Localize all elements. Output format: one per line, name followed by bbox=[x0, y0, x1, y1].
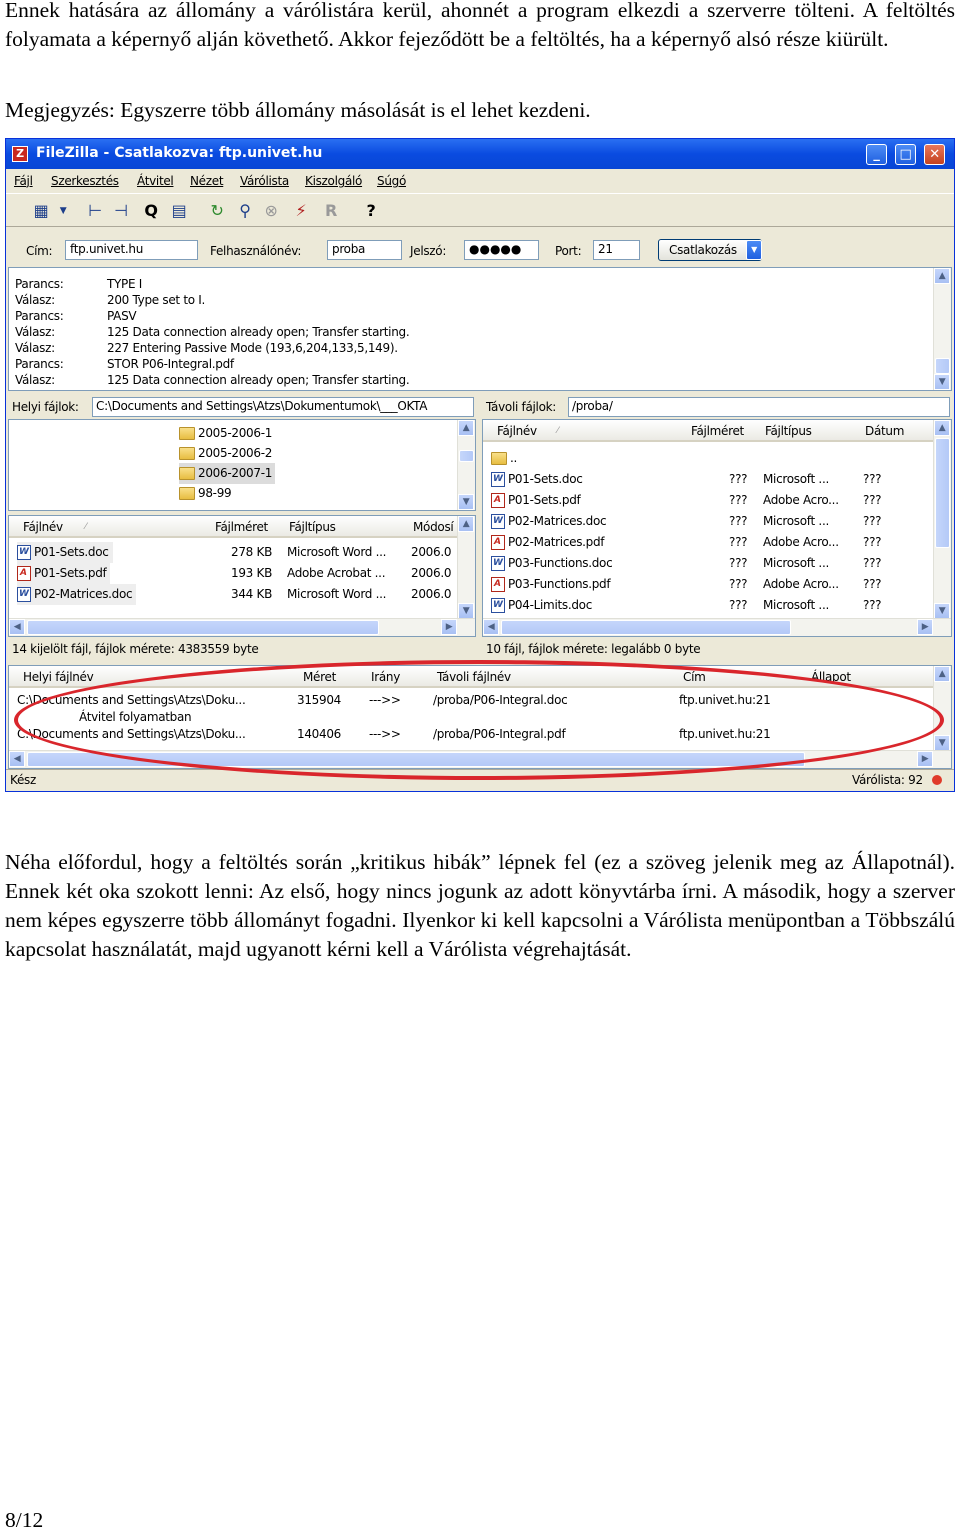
menu-server[interactable]: Kiszolgáló bbox=[305, 174, 363, 188]
menu-edit[interactable]: Szerkesztés bbox=[51, 174, 119, 188]
toggle-log-icon[interactable]: ▤ bbox=[171, 201, 187, 220]
search-icon[interactable]: ⚲ bbox=[239, 201, 251, 220]
scroll-down-icon[interactable]: ▼ bbox=[934, 374, 950, 390]
column-header[interactable]: Fájlméret bbox=[215, 520, 268, 534]
connect-button[interactable]: Csatlakozás bbox=[658, 239, 762, 261]
queue-hscrollbar[interactable] bbox=[9, 750, 951, 768]
column-header[interactable]: Fájlnév bbox=[23, 520, 63, 534]
table-row[interactable]: AP03-Functions.pdf ??? Adobe Acro... ??? bbox=[483, 574, 951, 595]
scroll-up-icon[interactable]: ▲ bbox=[934, 666, 950, 682]
queue-count: Várólista: 92 bbox=[852, 773, 923, 787]
column-header[interactable]: Állapot bbox=[811, 670, 851, 684]
word-document-icon bbox=[491, 472, 505, 487]
toolbar bbox=[6, 193, 954, 227]
dropdown-arrow-icon[interactable]: ▼ bbox=[59, 206, 67, 216]
log-panel: Parancs: TYPE I Válasz: 200 Type set to I. Parancs: PASV Válasz: 125 Data connection already open; Transfer starting. Válasz: 227 Entering Passive Mode (193,6,204,133,5,149). Parancs: STOR P06-Integral.pdf Válasz: 125 Data connection already open; Transfer starting. ▲ ▼ bbox=[8, 267, 952, 391]
table-row[interactable]: AP02-Matrices.pdf ??? Adobe Acro... ??? bbox=[483, 532, 951, 553]
connect-dropdown-icon[interactable]: ▼ bbox=[746, 240, 762, 260]
word-document-icon bbox=[17, 587, 31, 602]
close-button[interactable]: ✕ bbox=[924, 144, 945, 165]
folder-icon bbox=[179, 487, 195, 500]
scroll-thumb[interactable] bbox=[935, 358, 950, 374]
table-row[interactable]: WP04-Limits.doc ??? Microsoft ... ??? bbox=[483, 595, 951, 616]
local-path-input[interactable]: C:\Documents and Settings\Atzs\Dokumentumok\___OKTA bbox=[92, 397, 474, 417]
queue-scrollbar[interactable] bbox=[933, 666, 951, 751]
scroll-down-icon[interactable]: ▼ bbox=[934, 735, 950, 751]
scroll-thumb[interactable] bbox=[27, 620, 379, 635]
menu-transfer[interactable]: Átvitel bbox=[137, 174, 174, 188]
scroll-up-icon[interactable]: ▲ bbox=[458, 420, 474, 436]
remote-list-hscrollbar[interactable] bbox=[483, 618, 951, 636]
pdf-document-icon bbox=[491, 577, 505, 592]
scroll-down-icon[interactable]: ▼ bbox=[458, 603, 474, 619]
queue-panel bbox=[8, 665, 952, 769]
remote-file-header bbox=[483, 420, 951, 442]
menu-help[interactable]: Súgó bbox=[377, 174, 406, 188]
username-input[interactable]: proba bbox=[327, 240, 402, 260]
tree-item[interactable]: 2006-2007-1 bbox=[179, 463, 476, 484]
scroll-thumb[interactable] bbox=[935, 438, 950, 548]
toggle-queue-icon[interactable]: Q bbox=[144, 201, 158, 220]
title-bar bbox=[6, 139, 954, 169]
disconnect-icon[interactable]: ⚡ bbox=[295, 201, 307, 220]
column-header[interactable]: Méret bbox=[303, 670, 336, 684]
tree-item[interactable]: 98-99 bbox=[179, 483, 476, 504]
table-row[interactable]: .. bbox=[483, 448, 951, 469]
queue-row[interactable]: C:\Documents and Settings\Atzs\Doku... 315904 --->> /proba/P06-Integral.doc ftp.univet.hu:21 bbox=[17, 693, 771, 707]
refresh-icon[interactable]: ↻ bbox=[210, 201, 224, 220]
menu-file[interactable]: Fájl bbox=[14, 174, 33, 188]
help-icon[interactable]: ? bbox=[366, 201, 376, 220]
table-row[interactable]: WP01-Sets.doc ??? Microsoft ... ??? bbox=[483, 469, 951, 490]
host-input[interactable]: ftp.univet.hu bbox=[65, 240, 198, 260]
table-row[interactable]: AP01-Sets.pdf 193 KB Adobe Acrobat ... 2006.0 bbox=[9, 563, 475, 584]
table-row[interactable]: WP03-Functions.doc ??? Microsoft ... ??? bbox=[483, 553, 951, 574]
tree-item[interactable]: 2005-2006-1 bbox=[179, 423, 476, 444]
column-header[interactable]: Módosí bbox=[413, 520, 454, 534]
word-document-icon bbox=[17, 545, 31, 560]
local-file-header bbox=[9, 516, 475, 538]
word-document-icon bbox=[491, 514, 505, 529]
column-header[interactable]: Távoli fájlnév bbox=[437, 670, 511, 684]
host-label: Cím: bbox=[26, 244, 53, 258]
reconnect-icon[interactable]: R bbox=[324, 201, 338, 220]
sort-icon: ⁄ bbox=[557, 426, 559, 436]
column-header[interactable]: Cím bbox=[683, 670, 706, 684]
password-label: Jelszó: bbox=[410, 244, 447, 258]
toggle-local-tree-icon[interactable]: ⊢ bbox=[88, 201, 102, 220]
scroll-left-icon[interactable]: ◀ bbox=[483, 619, 499, 635]
activity-indicator-icon bbox=[932, 775, 942, 785]
local-tree-scrollbar[interactable] bbox=[457, 420, 475, 510]
local-file-list bbox=[8, 515, 476, 637]
word-document-icon bbox=[491, 598, 505, 613]
column-header[interactable]: Dátum bbox=[865, 424, 905, 438]
queue-header bbox=[9, 666, 951, 688]
folder-icon bbox=[179, 467, 195, 480]
table-row[interactable]: WP02-Matrices.doc ??? Microsoft ... ??? bbox=[483, 511, 951, 532]
folder-icon bbox=[179, 447, 195, 460]
scroll-down-icon[interactable]: ▼ bbox=[458, 494, 474, 510]
scroll-up-icon[interactable]: ▲ bbox=[934, 268, 950, 284]
intro-paragraph: Ennek hatására az állomány a várólistára kerül, ahonnét a program elkezdi a szerverre tölteni. A feltöltés folyamata a képernyő alján követhető. Akkor fejeződött be a feltöltés, ha a képernyő alsó része kiürült. bbox=[5, 0, 955, 51]
local-status: 14 kijelölt fájl, fájlok mérete: 4383559 byte bbox=[12, 639, 258, 659]
remote-path-bar bbox=[482, 395, 952, 419]
maximize-button[interactable]: □ bbox=[895, 144, 916, 165]
column-header[interactable]: Fájltípus bbox=[765, 424, 812, 438]
word-document-icon bbox=[491, 556, 505, 571]
queue-row[interactable]: C:\Documents and Settings\Atzs\Doku... 140406 --->> /proba/P06-Integral.pdf ftp.univet.hu:21 bbox=[17, 727, 771, 741]
column-header[interactable]: Fájlméret bbox=[691, 424, 744, 438]
filezilla-window bbox=[5, 138, 955, 792]
status-bar bbox=[6, 769, 954, 790]
folder-icon bbox=[179, 427, 195, 440]
pdf-document-icon bbox=[491, 493, 505, 508]
table-row[interactable]: WP01-Sets.doc 278 KB Microsoft Word ... 2006.0 bbox=[9, 542, 475, 563]
window-title: FileZilla - Csatlakozva: ftp.univet.hu bbox=[36, 145, 323, 161]
scroll-down-icon[interactable]: ▼ bbox=[934, 603, 950, 619]
transfer-progress-row: Átvitel folyamatban bbox=[79, 710, 192, 724]
scroll-thumb[interactable] bbox=[501, 620, 791, 635]
remote-path-label: Távoli fájlok: bbox=[486, 400, 557, 414]
cancel-icon[interactable]: ⊗ bbox=[264, 201, 278, 220]
table-row[interactable]: WP02-Matrices.doc 344 KB Microsoft Word ... 2006.0 bbox=[9, 584, 475, 605]
local-path-bar bbox=[8, 395, 476, 419]
pdf-document-icon bbox=[17, 566, 31, 581]
menu-queue[interactable]: Várólista bbox=[240, 174, 289, 188]
local-folder-tree bbox=[8, 419, 476, 511]
menu-bar bbox=[6, 169, 954, 191]
status-text: Kész bbox=[10, 773, 37, 787]
scroll-up-icon[interactable]: ▲ bbox=[934, 420, 950, 436]
column-header[interactable]: Fájlnév bbox=[497, 424, 537, 438]
scroll-left-icon[interactable]: ◀ bbox=[9, 619, 25, 635]
scroll-up-icon[interactable]: ▲ bbox=[458, 516, 474, 532]
scroll-right-icon[interactable]: ▶ bbox=[917, 619, 933, 635]
quickconnect-bar bbox=[6, 234, 954, 268]
page-number: 8/12 bbox=[5, 1508, 44, 1532]
tree-item[interactable]: 2005-2006-2 bbox=[179, 443, 476, 464]
note-paragraph: Megjegyzés: Egyszerre több állomány másolását is el lehet kezdeni. bbox=[5, 98, 591, 122]
sort-icon: ⁄ bbox=[85, 522, 87, 532]
remote-list-scrollbar[interactable] bbox=[933, 420, 951, 619]
local-list-scrollbar[interactable] bbox=[457, 516, 475, 619]
folder-icon bbox=[491, 452, 507, 465]
filezilla-logo-icon: Z bbox=[12, 146, 28, 162]
column-header[interactable]: Irány bbox=[371, 670, 401, 684]
remote-file-list bbox=[482, 419, 952, 637]
toggle-remote-tree-icon[interactable]: ⊣ bbox=[114, 201, 128, 220]
scroll-thumb[interactable] bbox=[27, 752, 805, 767]
local-path-label: Helyi fájlok: bbox=[12, 400, 79, 414]
scroll-right-icon[interactable]: ▶ bbox=[441, 619, 457, 635]
scroll-thumb[interactable] bbox=[459, 450, 474, 462]
local-list-hscrollbar[interactable] bbox=[9, 618, 475, 636]
log-scrollbar[interactable] bbox=[933, 268, 951, 390]
table-row[interactable]: AP01-Sets.pdf ??? Adobe Acro... ??? bbox=[483, 490, 951, 511]
port-input[interactable]: 21 bbox=[593, 240, 640, 260]
username-label: Felhasználónév: bbox=[210, 244, 302, 258]
scroll-right-icon[interactable]: ▶ bbox=[917, 751, 933, 767]
menu-view[interactable]: Nézet bbox=[190, 174, 224, 188]
minimize-button[interactable]: _ bbox=[866, 144, 887, 165]
scroll-left-icon[interactable]: ◀ bbox=[9, 751, 25, 767]
remote-status: 10 fájl, fájlok mérete: legalább 0 byte bbox=[486, 639, 700, 659]
remote-path-input[interactable]: /proba/ bbox=[568, 397, 950, 417]
pdf-document-icon bbox=[491, 535, 505, 550]
column-header[interactable]: Helyi fájlnév bbox=[23, 670, 94, 684]
column-header[interactable]: Fájltípus bbox=[289, 520, 336, 534]
errors-paragraph: Néha előfordul, hogy a feltöltés során „kritikus hibák” lépnek fel (ez a szöveg jelenik meg az Állapotnál). Ennek két oka szokott lenni: Az első, hogy nincs jogunk az adott könyvtárba írni. A második, hogy a szerver nem képes egyszerre több állományt fogadni. Ilyenkor ki kell kapcsolni a Várólista menüpontban a Többszálú kapcsolat használatát, majd ugyanott kérni kell a Várólista végrehajtását. bbox=[5, 850, 955, 961]
site-manager-icon[interactable]: ▦ bbox=[33, 201, 49, 220]
port-label: Port: bbox=[555, 244, 582, 258]
password-input[interactable]: ●●●●● bbox=[464, 240, 539, 260]
